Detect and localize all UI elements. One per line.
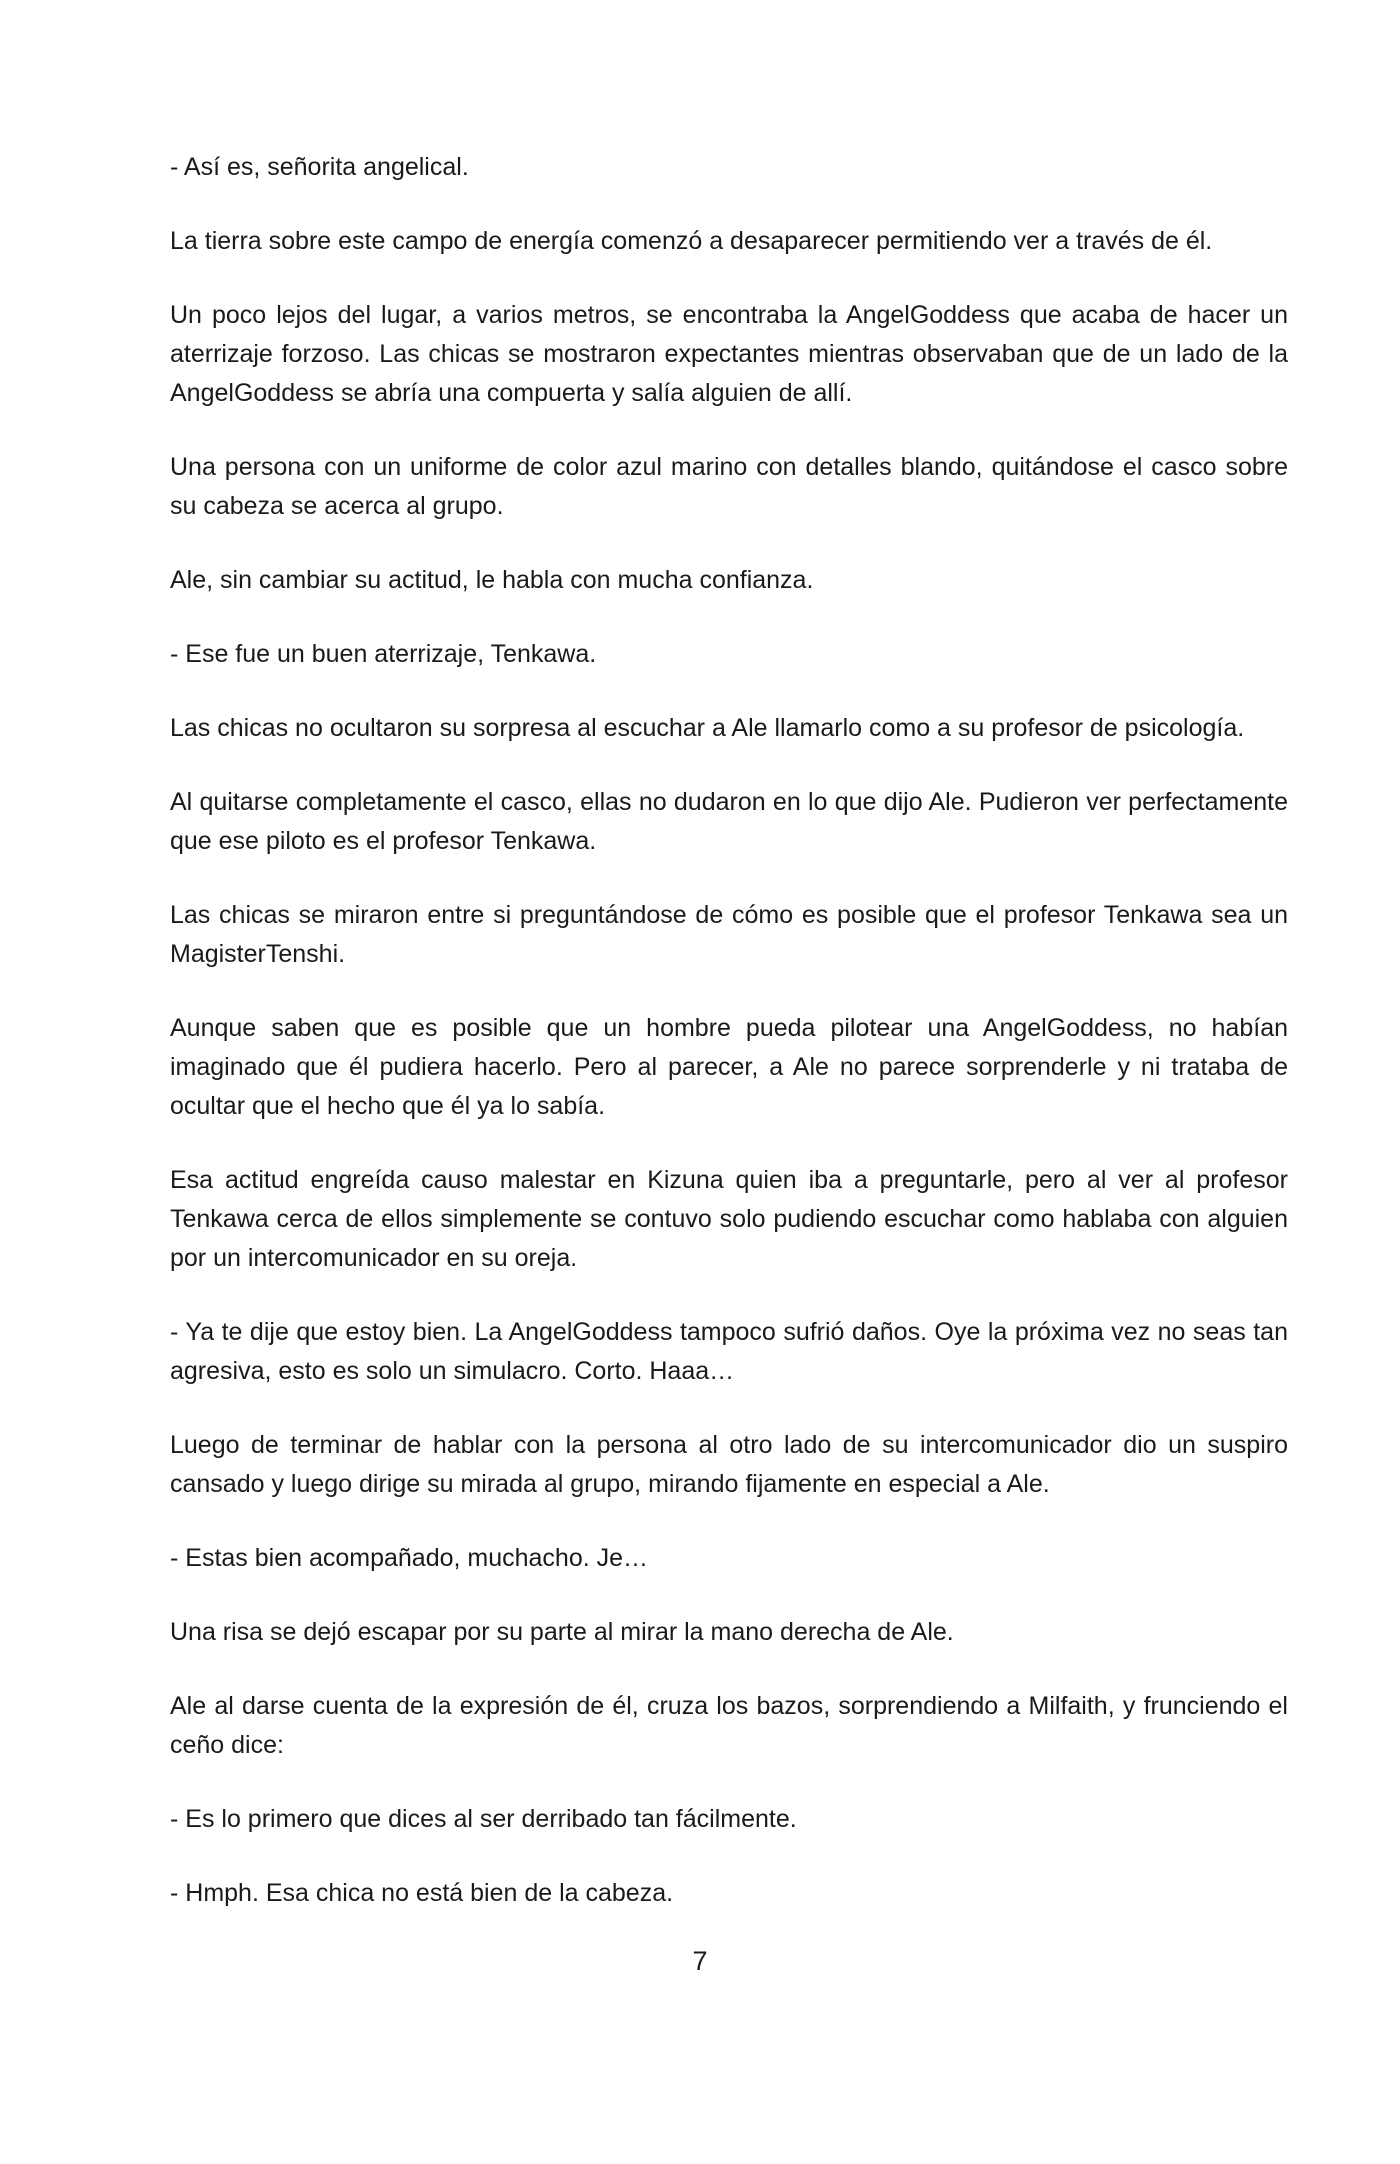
paragraph: Las chicas se miraron entre si preguntándose de cómo es posible que el profesor Tenkawa sea un MagisterTenshi. — [170, 901, 1288, 968]
body-text — [170, 148, 1288, 1948]
paragraph: - Ese fue un buen aterrizaje, Tenkawa. — [170, 640, 597, 668]
paragraph: - Ya te dije que estoy bien. La AngelGoddess tampoco sufrió daños. Oye la próxima vez no seas tan agresiva, esto es solo un simulacro. Corto. Haaa… — [170, 1318, 1288, 1385]
paragraph: Una persona con un uniforme de color azul marino con detalles blando, quitándose el casco sobre su cabeza se acerca al grupo. — [170, 453, 1288, 520]
paragraph: Ale, sin cambiar su actitud, le habla con mucha confianza. — [170, 566, 814, 594]
paragraph: Las chicas no ocultaron su sorpresa al escuchar a Ale llamarlo como a su profesor de psicología. — [170, 714, 1245, 742]
paragraph: Esa actitud engreída causo malestar en Kizuna quien iba a preguntarle, pero al ver al profesor Tenkawa cerca de ellos simplemente se contuvo solo pudiendo escuchar como hablaba con alguien por un intercomunicador en su oreja. — [170, 1166, 1288, 1272]
paragraph: Luego de terminar de hablar con la persona al otro lado de su intercomunicador dio un suspiro cansado y luego dirige su mirada al grupo, mirando fijamente en especial a Ale. — [170, 1431, 1288, 1498]
paragraph: - Hmph. Esa chica no está bien de la cabeza. — [170, 1879, 674, 1907]
page-number: 7 — [692, 1946, 708, 1976]
paragraph: Un poco lejos del lugar, a varios metros, se encontraba la AngelGoddess que acaba de hacer un aterrizaje forzoso. Las chicas se mostraron expectantes mientras observaban que de un lado de la AngelGoddess se abría una compuerta y salía alguien de allí. — [170, 301, 1288, 407]
paragraph: Aunque saben que es posible que un hombre pueda pilotear una AngelGoddess, no habían imaginado que él pudiera hacerlo. Pero al parecer, a Ale no parece sorprenderle y ni trataba de ocultar que el hecho que él ya lo sabía. — [170, 1014, 1288, 1120]
paragraph: La tierra sobre este campo de energía comenzó a desaparecer permitiendo ver a través de él. — [170, 227, 1213, 255]
paragraph: - Es lo primero que dices al ser derribado tan fácilmente. — [170, 1805, 797, 1833]
paragraph: - Así es, señorita angelical. — [170, 153, 469, 181]
paragraph: Ale al darse cuenta de la expresión de él, cruza los bazos, sorprendiendo a Milfaith, y frunciendo el ceño dice: — [170, 1692, 1288, 1759]
paragraph: Una risa se dejó escapar por su parte al mirar la mano derecha de Ale. — [170, 1618, 954, 1646]
paragraph: - Estas bien acompañado, muchacho. Je… — [170, 1544, 649, 1572]
paragraph: Al quitarse completamente el casco, ellas no dudaron en lo que dijo Ale. Pudieron ver perfectamente que ese piloto es el profesor Tenkawa. — [170, 788, 1288, 855]
